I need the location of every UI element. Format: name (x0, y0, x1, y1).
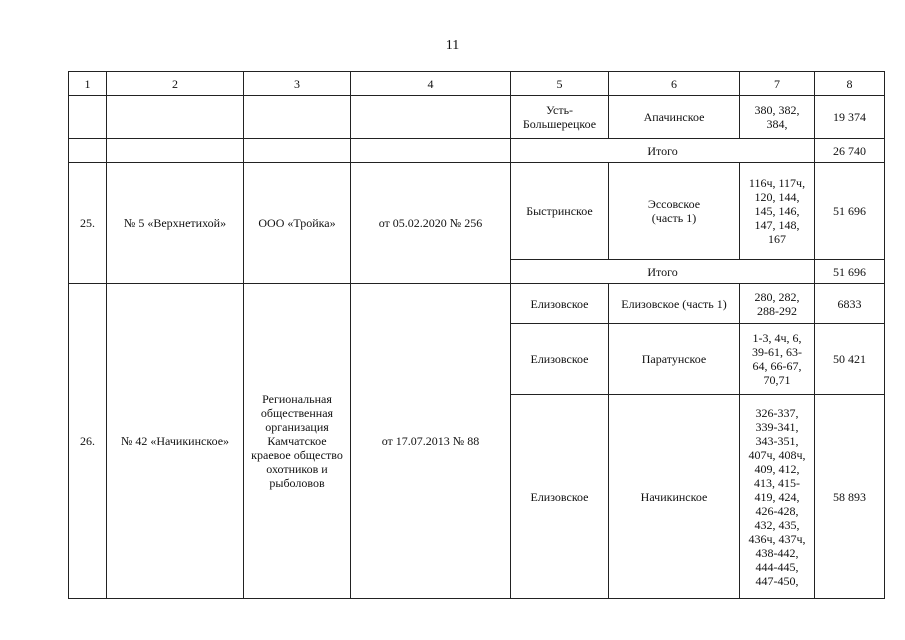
agreement-cell: от 05.02.2020 № 256 (351, 163, 511, 284)
total-value: 26 740 (815, 139, 885, 163)
area-cell: 6833 (815, 284, 885, 324)
total-value: 51 696 (815, 260, 885, 284)
district-cell: Елизовское (511, 395, 609, 599)
quarters-cell: 326-337, 339-341, 343-351, 407ч, 408ч, 409, 412, 413, 415- 419, 424, 426-428, 432, 435, 436ч, 437ч, 438-442, 444-445, 447-450, (740, 395, 815, 599)
row-number-cell: 26. (69, 284, 107, 599)
header-cell: 2 (107, 72, 244, 96)
forestry-cell: Апачинское (609, 96, 740, 139)
agreement-cell (351, 96, 511, 139)
quarters-cell: 1-3, 4ч, 6, 39-61, 63- 64, 66-67, 70,71 (740, 324, 815, 395)
empty-cell (351, 139, 511, 163)
area-cell: 51 696 (815, 163, 885, 260)
hunting-ground-cell: № 5 «Верхнетихой» (107, 163, 244, 284)
page-number: 11 (445, 38, 460, 53)
hunting-ground-cell (107, 96, 244, 139)
forestry-cell: Паратунское (609, 324, 740, 395)
organization-cell: ООО «Тройка» (244, 163, 351, 284)
area-cell: 58 893 (815, 395, 885, 599)
empty-cell (69, 139, 107, 163)
organization-cell (244, 96, 351, 139)
district-cell: Быстринское (511, 163, 609, 260)
empty-cell (107, 139, 244, 163)
agreement-cell: от 17.07.2013 № 88 (351, 284, 511, 599)
quarters-cell: 380, 382, 384, (740, 96, 815, 139)
header-cell: 8 (815, 72, 885, 96)
row-number-cell: 25. (69, 163, 107, 284)
forestry-cell: Начикинское (609, 395, 740, 599)
total-label: Итого (511, 139, 815, 163)
total-row (69, 139, 885, 163)
forestry-cell: Эссовское (часть 1) (609, 163, 740, 260)
header-cell: 5 (511, 72, 609, 96)
district-cell: Елизовское (511, 324, 609, 395)
total-label: Итого (511, 260, 815, 284)
header-cell: 6 (609, 72, 740, 96)
table-row (69, 163, 885, 260)
hunting-grounds-table (68, 71, 885, 599)
district-cell: Усть- Большерецкое (511, 96, 609, 139)
quarters-cell: 116ч, 117ч, 120, 144, 145, 146, 147, 148, 167 (740, 163, 815, 260)
area-cell: 19 374 (815, 96, 885, 139)
district-cell: Елизовское (511, 284, 609, 324)
table-row (69, 96, 885, 139)
organization-cell: Региональная общественная организация Камчатское краевое общество охотников и рыболовов (244, 284, 351, 599)
table-header-row (69, 72, 885, 96)
area-cell: 50 421 (815, 324, 885, 395)
row-number-cell (69, 96, 107, 139)
quarters-cell: 280, 282, 288-292 (740, 284, 815, 324)
header-cell: 4 (351, 72, 511, 96)
table-row (69, 284, 885, 324)
hunting-ground-cell: № 42 «Начикинское» (107, 284, 244, 599)
empty-cell (244, 139, 351, 163)
header-cell: 3 (244, 72, 351, 96)
header-cell: 1 (69, 72, 107, 96)
header-cell: 7 (740, 72, 815, 96)
forestry-cell: Елизовское (часть 1) (609, 284, 740, 324)
